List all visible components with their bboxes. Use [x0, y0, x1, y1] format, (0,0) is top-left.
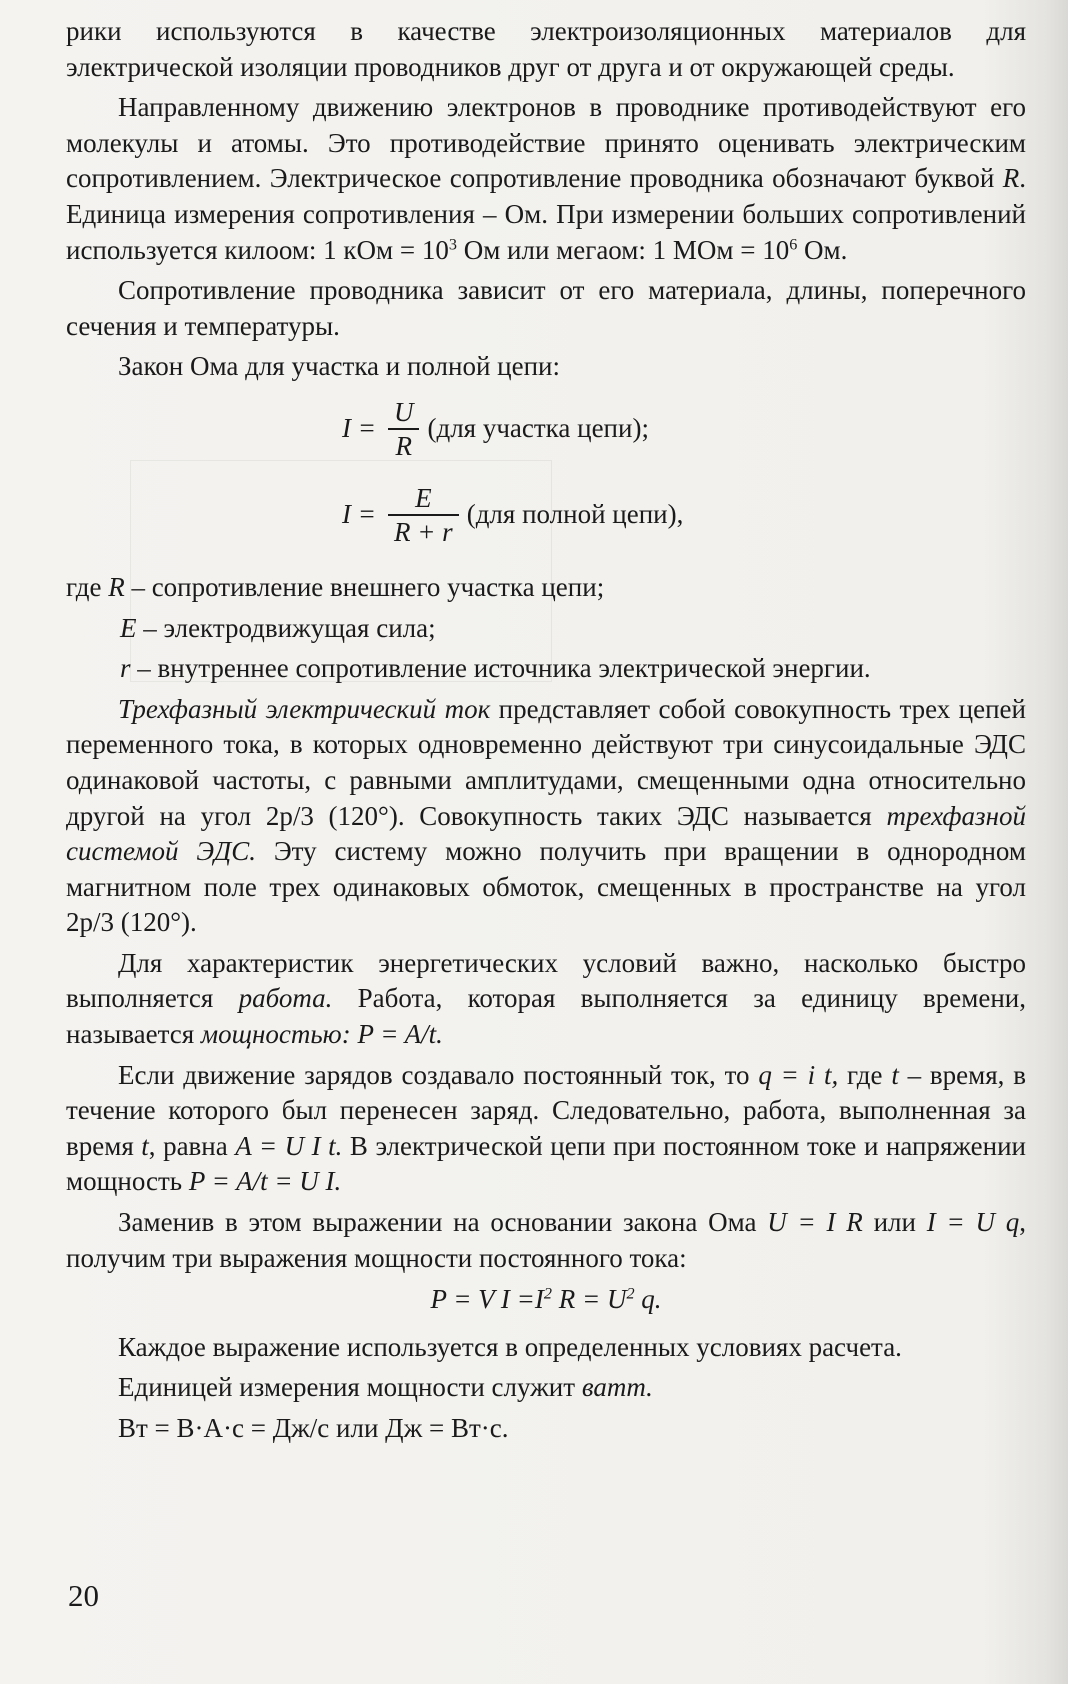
paragraph-three-phase: Трехфазный электрический ток представляет собой совокупность трех цепей переменного тока, в которых одновременно действуют три синусоидальные ЭДС одинаковой частоты, с равными амплитудами, смещенными одна относительно другой на угол 2р/3 (120°). Совокупность таких ЭДС называется трехфазной системой ЭДС. Эту систему можно получить при вращении в однородном магнитном поле трех одинаковых обмоток, смещенных в пространстве на угол 2р/3 (120°).: [66, 693, 1027, 938]
power-formula: P = V $I =I^2$ $R = U^2$ q.: [430, 1284, 662, 1315]
where-line-1: где R – сопротивление внешнего участка цепи;: [66, 571, 605, 602]
paragraph-power: Для характеристик энергетических условий важно, насколько быстро выполняется работа. Работа, которая выполняется за единицу времени, называется мощностью: P = A/t.: [66, 947, 1026, 1050]
paragraph-usage: Каждое выражение используется в определенных условиях расчета.: [118, 1331, 902, 1362]
paragraph-dc-work: Если движение зарядов создавало постоянный ток, то q = i t, где t – время, в течение которого был перенесен заряд. Следовательно, работа, выполненная за время t, равна A = U I t. В электрической цепи при постоянном токе и напряжении мощность P = A/t = U I.: [66, 1059, 1026, 1197]
paragraph-dependence: Сопротивление проводника зависит от его материала, длины, поперечного сечения и температуры.: [66, 275, 1026, 341]
paragraph-continuation: рики используются в качестве электроизоляционных материалов для электрической изоляции проводников друг от друга и от окружающей среды.: [66, 16, 1026, 82]
paragraph-resistance: Направленному движению электронов в проводнике противодействуют его молекулы и атомы. Это противодействие принято оценивать электрическим сопротивлением. Электрическое сопротивление проводника обозначают буквой R. Единица измерения сопротивления – Ом. При измерении больших сопротивлений используется килоом: 1 кОм = $10^3$ Ом или мегаом: 1 МОм = $10^6$ Ом.: [66, 92, 1026, 265]
paragraph-unit: Единицей измерения мощности служит ватт.: [118, 1372, 653, 1403]
formula-full-circuit: I = $\frac{E}{R + r}$ (для полной цепи),: [342, 482, 684, 547]
where-line-2: E – электродвижущая сила;: [120, 612, 436, 643]
ohm-formulas: [66, 390, 1026, 566]
formula-section-circuit: I = $\frac{U}{R}$ (для участка цепи);: [342, 396, 649, 461]
paragraph-unit-formula: Вт = В·А·с = Дж/с или Дж = Вт·с.: [118, 1413, 509, 1443]
paragraph-substitution: Заменив в этом выражении на основании закона Ома U = I R или I = U q, получим три выражения мощности постоянного тока:: [66, 1207, 1027, 1273]
paragraph-ohm-law: Закон Ома для участка и полной цепи:: [118, 351, 561, 382]
page-text: [66, 14, 1026, 1452]
page-number: 20: [68, 1578, 99, 1613]
where-line-3: r – внутреннее сопротивление источника электрической энергии.: [120, 653, 871, 684]
